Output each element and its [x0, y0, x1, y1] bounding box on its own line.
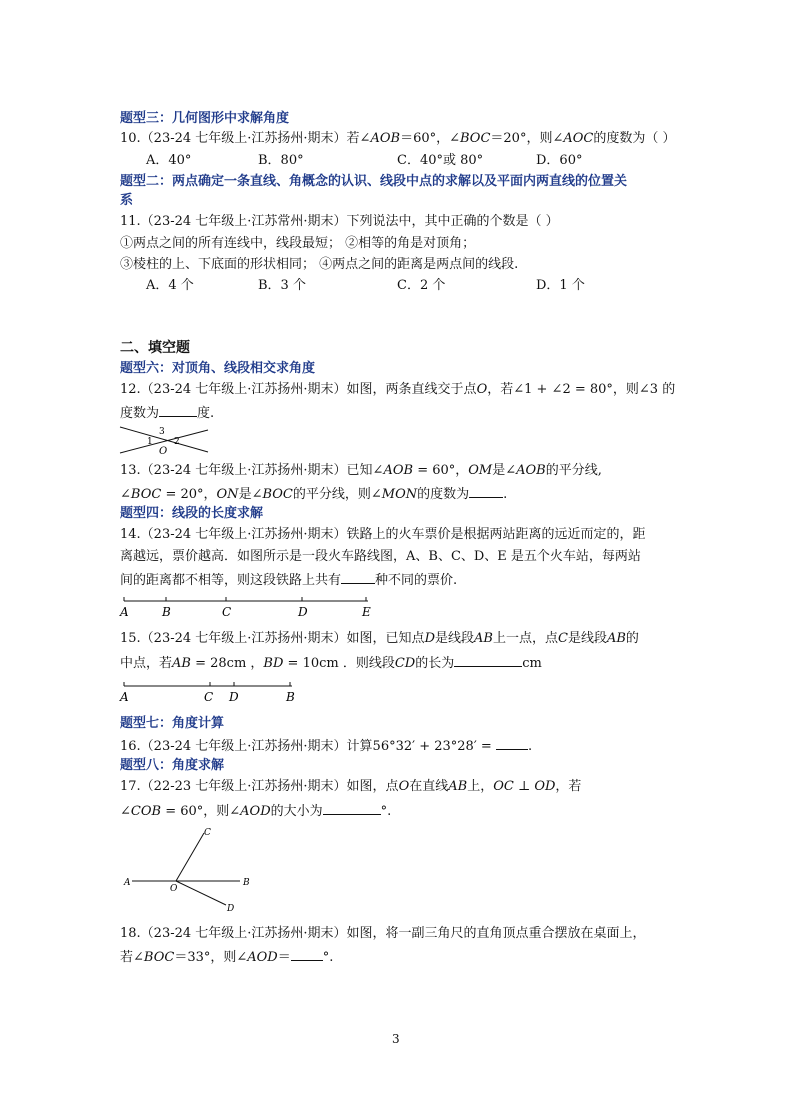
q17-var: OD	[534, 779, 556, 794]
q12-label-angle2: 2	[174, 437, 180, 447]
q15-var: CD	[394, 656, 416, 671]
q12-text: ，若∠1 + ∠2 = 80°，则∠3 的	[487, 382, 676, 397]
q13-text: = 20°，	[161, 487, 217, 502]
q13-text: 的平分线,	[545, 463, 602, 478]
question-18-line2	[120, 947, 333, 967]
q15-var: C	[557, 631, 568, 646]
question-10-stem	[120, 130, 675, 148]
question-14-line1: 14.（23-24 七年级上·江苏扬州·期末）铁路上的火车票价是根据两站距离的远近而定的，距	[120, 527, 646, 542]
q13-text: 是∠	[238, 487, 263, 502]
q10-text: ＝60°，∠	[400, 131, 460, 146]
q11-option-d: D．1 个	[536, 278, 585, 293]
q10-text: 10.（23-24 七年级上·江苏扬州·期末）若∠	[120, 131, 371, 146]
q17-text: = 60°，则∠	[161, 804, 241, 819]
q14-text: 间的距离都不相等，则这段铁路上共有	[120, 573, 342, 588]
q13-text: = 60°，	[413, 463, 469, 478]
q14-label-a: A	[120, 605, 129, 619]
question-12-line2	[120, 403, 214, 423]
heading-type7: 题型七：角度计算	[120, 716, 225, 731]
q17-angle-figure	[120, 825, 260, 915]
q15-label-a: A	[120, 690, 129, 704]
q17-var: AB	[448, 779, 468, 794]
q12-answer-blank[interactable]	[159, 403, 197, 417]
q15-label-d: D	[229, 690, 239, 704]
question-11-stem: 11.（23-24 七年级上·江苏常州·期末）下列说法中，其中正确的个数是（ ）	[120, 214, 559, 229]
q13-text: 是∠	[492, 463, 517, 478]
q17-text: ∠	[120, 804, 131, 819]
q10-option-c: C．40°或 80°	[397, 153, 484, 168]
q17-var: OC	[493, 779, 514, 794]
q15-text: cm	[522, 656, 542, 671]
question-15-line1	[120, 630, 639, 648]
q17-var: AOD	[240, 804, 271, 819]
q15-text: 中点，若	[120, 656, 173, 671]
q10-var: BOC	[460, 131, 491, 146]
question-15-line2	[120, 653, 542, 673]
q17-answer-blank[interactable]	[323, 801, 381, 815]
q11-option-b: B．3 个	[258, 278, 306, 293]
q12-var: O	[476, 382, 488, 397]
q13-answer-blank[interactable]	[469, 484, 503, 498]
heading-type6: 题型六：对顶角、线段相交求角度	[120, 361, 316, 376]
q15-var: BD	[263, 656, 284, 671]
q13-text: .	[503, 487, 508, 502]
q10-text: 的度数为（ ）	[593, 131, 676, 146]
q17-text: 在直线	[409, 779, 449, 794]
section-fill-blank: 二、填空题	[120, 340, 190, 356]
q13-var: MON	[381, 487, 418, 502]
q17-ray-oc	[176, 833, 204, 881]
q13-var: AOB	[516, 463, 546, 478]
q14-label-e: E	[362, 605, 371, 619]
question-17-line1	[120, 778, 581, 796]
q11-option-a: A．4 个	[146, 278, 194, 293]
q15-text: 的	[625, 631, 639, 646]
q16-answer-blank[interactable]	[496, 736, 528, 750]
q12-intersecting-lines-figure	[118, 422, 214, 458]
q14-label-d: D	[298, 605, 308, 619]
q15-text: = 10cm ．则线段	[283, 656, 395, 671]
q12-text: 度.	[197, 406, 215, 421]
question-16	[120, 736, 532, 756]
q14-text: 种不同的票价.	[375, 573, 458, 588]
q18-text: 若∠	[120, 950, 144, 965]
q17-label-b: B	[243, 878, 250, 888]
q15-text: 是线段	[435, 631, 475, 646]
q17-label-c: C	[204, 828, 211, 838]
question-13-line2	[120, 484, 507, 504]
q13-text: 的平分线，则∠	[292, 487, 382, 502]
q17-text: 的大小为	[270, 804, 323, 819]
q15-var: AB	[474, 631, 493, 646]
q15-text: 是线段	[567, 631, 607, 646]
q13-var: OM	[468, 463, 493, 478]
q18-text: ＝	[277, 950, 291, 965]
q10-option-b: B．80°	[258, 153, 304, 168]
q18-answer-blank[interactable]	[291, 947, 323, 961]
q12-text: 12.（23-24 七年级上·江苏扬州·期末）如图，两条直线交于点	[120, 382, 477, 397]
q10-text: ＝20°，则∠	[490, 131, 564, 146]
q15-text: 上一点，点	[492, 631, 558, 646]
q17-label-a: A	[124, 878, 131, 888]
q17-var: O	[398, 779, 410, 794]
q13-text: ∠	[120, 487, 131, 502]
q11-statement-1-2: ①两点之间的所有连线中，线段最短； ②相等的角是对顶角；	[120, 236, 476, 251]
question-13-line1	[120, 462, 602, 480]
q18-text: ＝33°，则∠	[174, 950, 248, 965]
q16-text: .	[527, 739, 533, 754]
q15-segment-figure	[118, 674, 308, 704]
q17-label-o: O	[170, 884, 178, 894]
q14-answer-blank[interactable]	[341, 570, 375, 584]
q14-railway-figure	[118, 592, 380, 622]
question-12-line1	[120, 381, 675, 399]
heading-type2-cont: 系	[120, 193, 134, 208]
q15-answer-blank[interactable]	[454, 653, 522, 667]
q13-var: BOC	[130, 487, 162, 502]
q17-ray-od	[176, 881, 226, 905]
q17-label-d: D	[227, 904, 235, 914]
q10-var: AOC	[563, 131, 594, 146]
q12-label-angle3: 3	[159, 427, 165, 437]
heading-type4: 题型四：线段的长度求解	[120, 506, 264, 521]
q15-text: 的长为	[415, 656, 455, 671]
q12-text: 度数为	[120, 406, 160, 421]
question-14-line2: 离越远，票价越高．如图所示是一段火车路线图，A、B、C、D、E 是五个火车站，每两站	[120, 549, 641, 564]
heading-type8: 题型八：角度求解	[120, 758, 225, 773]
q15-var: D	[424, 631, 435, 646]
q10-var: AOB	[370, 131, 401, 146]
q12-label-angle1: 1	[147, 437, 153, 447]
question-14-line3	[120, 570, 457, 590]
q15-label-b: B	[286, 690, 295, 704]
page-number: 3	[392, 1032, 400, 1046]
q14-label-b: B	[162, 605, 171, 619]
q13-var: BOC	[262, 487, 293, 502]
q17-text: 上，	[467, 779, 494, 794]
q11-option-c: C．2 个	[397, 278, 446, 293]
q14-label-c: C	[222, 605, 232, 619]
q13-var: ON	[216, 487, 239, 502]
q13-text: 的度数为	[417, 487, 470, 502]
q15-var: AB	[172, 656, 191, 671]
question-18-line1: 18.（23-24 七年级上·江苏扬州·期末）如图，将一副三角尺的直角顶点重合摆放在桌面上，	[120, 926, 646, 941]
q16-text: 16.（23-24 七年级上·江苏扬州·期末）计算56°32′ + 23°28′ =	[120, 739, 496, 754]
q12-label-o: O	[159, 446, 168, 457]
q18-text: °.	[322, 950, 334, 965]
q17-text: ⊥	[513, 779, 535, 794]
q15-text: = 28cm ，	[190, 656, 264, 671]
q18-var: AOD	[247, 950, 278, 965]
question-17-line2	[120, 801, 391, 821]
q13-var: AOB	[383, 463, 414, 478]
q10-option-a: A．40°	[146, 153, 192, 168]
q15-label-c: C	[204, 690, 214, 704]
q10-option-d: D．60°	[536, 153, 583, 168]
heading-type3: 题型三：几何图形中求解角度	[120, 111, 290, 126]
q17-text: 17.（22-23 七年级上·江苏扬州·期末）如图，点	[120, 779, 399, 794]
q13-text: 13.（23-24 七年级上·江苏扬州·期末）已知∠	[120, 463, 384, 478]
heading-type2: 题型二：两点确定一条直线、角概念的认识、线段中点的求解以及平面内两直线的位置关	[120, 174, 628, 189]
q18-var: BOC	[143, 950, 175, 965]
q15-var: AB	[606, 631, 626, 646]
q17-text: °.	[380, 804, 392, 819]
q15-text: 15.（23-24 七年级上·江苏扬州·期末）如图，已知点	[120, 631, 425, 646]
q17-var: COB	[130, 804, 162, 819]
q17-text: ，若	[555, 779, 582, 794]
q11-statement-3-4: ③棱柱的上、下底面的形状相同； ④两点之间的距离是两点间的线段.	[120, 257, 519, 272]
